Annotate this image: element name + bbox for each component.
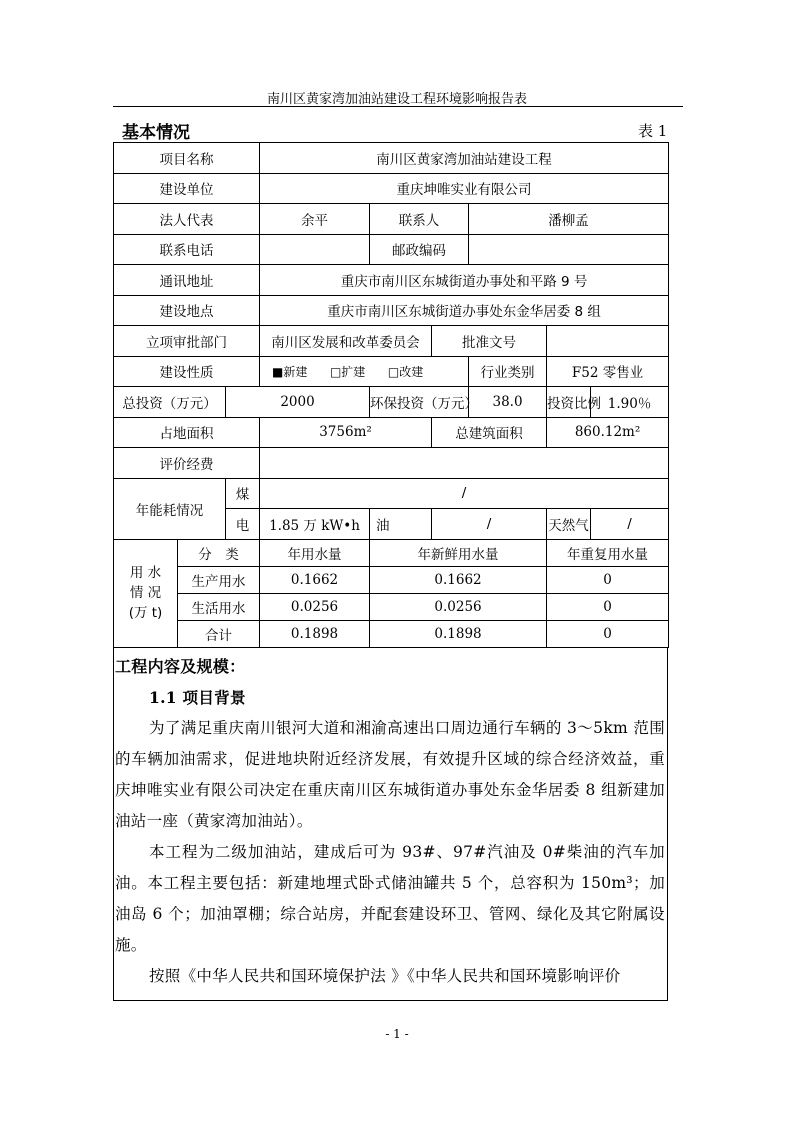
- approval-dept-value: 南川区发展和改革委员会: [260, 326, 432, 357]
- total-invest-value: 2000: [226, 387, 370, 418]
- land-area-label: 占地面积: [114, 417, 260, 448]
- nature-expand-checkbox: □扩建: [329, 364, 366, 379]
- table-number: 表 1: [638, 122, 668, 140]
- row-legal-rep: [114, 204, 669, 235]
- gas-label: 天然气: [547, 509, 591, 540]
- elec-value: 1.85 万 kW•h: [260, 509, 370, 540]
- legal-rep-label: 法人代表: [114, 204, 260, 235]
- row-energy-coal: [114, 478, 669, 509]
- row-phone: [114, 234, 669, 265]
- building-area-value: 860.12m²: [547, 417, 669, 448]
- oil-label: 油: [370, 509, 432, 540]
- energy-label: 年能耗情况: [114, 478, 226, 539]
- builder-label: 建设单位: [114, 173, 260, 204]
- invest-ratio-label: 投资比例: [547, 387, 591, 418]
- water-row-name: 生产用水: [178, 566, 260, 593]
- water-row-annual: 0.0256: [260, 593, 370, 620]
- row-site: [114, 295, 669, 326]
- water-row-annual: 0.1662: [260, 566, 370, 593]
- phone-label: 联系电话: [114, 234, 260, 265]
- row-approval: [114, 326, 669, 357]
- water-head-category: 分 类: [178, 539, 260, 566]
- row-address: [114, 265, 669, 296]
- project-name-value: 南川区黄家湾加油站建设工程: [260, 143, 669, 174]
- env-invest-label: 环保投资（万元）: [370, 387, 469, 418]
- env-invest-value: 38.0: [469, 387, 547, 418]
- address-value: 重庆市南川区东城街道办事处和平路 9 号: [260, 265, 669, 296]
- content-section: [115, 651, 665, 992]
- content-heading: 工程内容及规模：: [115, 657, 246, 676]
- approval-no-label: 批准文号: [432, 326, 547, 357]
- eval-fee-label: 评价经费: [114, 448, 260, 479]
- table-row: [114, 620, 669, 647]
- approval-dept-label: 立项审批部门: [114, 326, 260, 357]
- header-rule: [113, 106, 683, 107]
- land-area-value: 3756m²: [260, 417, 432, 448]
- basic-info-table: [113, 142, 669, 648]
- water-row-name: 生活用水: [178, 593, 260, 620]
- paragraph: 按照《中华人民共和国环境保护法 》《中华人民共和国环境影响评价: [149, 967, 621, 985]
- content-subheading: 1.1 项目背景: [149, 688, 246, 707]
- row-project-name: [114, 143, 669, 174]
- row-eval-fee: [114, 448, 669, 479]
- total-invest-label: 总投资（万元）: [114, 387, 226, 418]
- nature-new-checkbox: ■新建: [272, 364, 308, 379]
- water-label: 用 水 情 况 (万 t): [114, 539, 178, 647]
- postcode-value: [469, 234, 669, 265]
- postcode-label: 邮政编码: [370, 234, 469, 265]
- phone-value: [260, 234, 370, 265]
- water-row-fresh: 0.0256: [370, 593, 547, 620]
- contact-value: 潘柳孟: [469, 204, 669, 235]
- eval-fee-value: [260, 448, 669, 479]
- water-row-reuse: 0: [547, 620, 669, 647]
- row-nature: [114, 356, 669, 387]
- approval-no-value: [547, 326, 669, 357]
- coal-value: /: [260, 478, 669, 509]
- nature-rebuild-checkbox: □改建: [387, 364, 424, 379]
- row-area: [114, 417, 669, 448]
- industry-value: F52 零售业: [547, 356, 669, 387]
- water-row-reuse: 0: [547, 593, 669, 620]
- contact-label: 联系人: [370, 204, 469, 235]
- nature-options: [260, 356, 469, 387]
- elec-label: 电: [226, 509, 260, 540]
- row-builder: [114, 173, 669, 204]
- building-area-label: 总建筑面积: [432, 417, 547, 448]
- water-row-annual: 0.1898: [260, 620, 370, 647]
- site-label: 建设地点: [114, 295, 260, 326]
- water-row-fresh: 0.1662: [370, 566, 547, 593]
- water-head-annual: 年用水量: [260, 539, 370, 566]
- water-head-reuse: 年重复用水量: [547, 539, 669, 566]
- invest-ratio-value: 1.90％: [591, 387, 669, 418]
- coal-label: 煤: [226, 478, 260, 509]
- table-row: [114, 566, 669, 593]
- industry-label: 行业类别: [469, 356, 547, 387]
- paragraph: 为了满足重庆南川银河大道和湘渝高速出口周边通行车辆的 3～5km 范围的车辆加油需求，促进地块附近经济发展，有效提升区域的综合经济效益，重庆坤唯实业有限公司决定在重庆南川区东城街道办事处东金华居委 8 组新建加油站一座（黄家湾加油站）。: [115, 719, 665, 830]
- water-head-fresh: 年新鲜用水量: [370, 539, 547, 566]
- oil-value: /: [432, 509, 547, 540]
- legal-rep-value: 余平: [260, 204, 370, 235]
- site-value: 重庆市南川区东城街道办事处东金华居委 8 组: [260, 295, 669, 326]
- water-row-name: 合计: [178, 620, 260, 647]
- water-row-reuse: 0: [547, 566, 669, 593]
- section-title: 基本情况: [122, 123, 190, 143]
- water-row-fresh: 0.1898: [370, 620, 547, 647]
- gas-value: /: [591, 509, 669, 540]
- builder-value: 重庆坤唯实业有限公司: [260, 173, 669, 204]
- row-investment: [114, 387, 669, 418]
- page-number: - 1 -: [385, 1027, 409, 1041]
- row-water-head: [114, 539, 669, 566]
- table-row: [114, 593, 669, 620]
- page-header: 南川区黄家湾加油站建设工程环境影响报告表: [266, 92, 527, 107]
- project-name-label: 项目名称: [114, 143, 260, 174]
- nature-label: 建设性质: [114, 356, 260, 387]
- paragraph: 本工程为二级加油站，建成后可为 93#、97#汽油及 0#柴油的汽车加油。本工程主要包括：新建地埋式卧式储油罐共 5 个，总容积为 150m³；加油岛 6 个；加油罩棚；综合站房，并配套建设环卫、管网、绿化及其它附属设施。: [115, 843, 665, 954]
- address-label: 通讯地址: [114, 265, 260, 296]
